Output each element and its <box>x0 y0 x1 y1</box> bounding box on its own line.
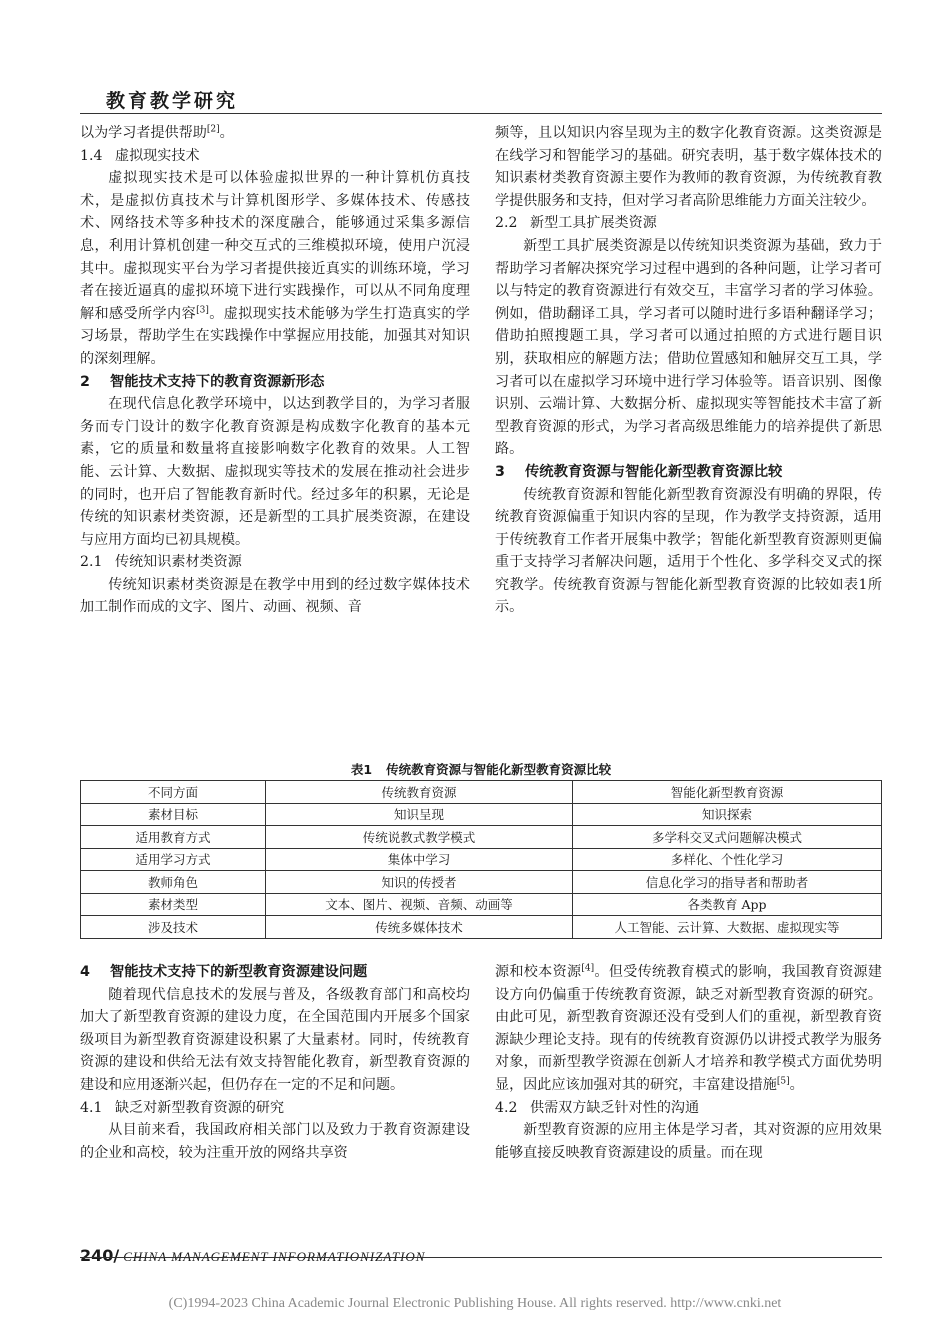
section-heading-2-1: 2.1 传统知识素材类资源 <box>80 554 242 571</box>
table-cell: 适用学习方式 <box>81 848 266 871</box>
footer-divider <box>80 1257 882 1258</box>
right-column-top <box>495 122 882 619</box>
left-column-top <box>80 122 470 619</box>
table-row <box>81 803 882 826</box>
table-row <box>81 871 882 894</box>
table-cell: 教师角色 <box>81 871 266 894</box>
paragraph: 传统知识素材类资源是在教学中用到的经过数字媒体技术加工制作而成的文字、图片、动画、视频、音 <box>80 576 470 616</box>
paragraph: 源和校本资源[4]。但受传统教育模式的影响，我国教育资源建设方向仍偏重于传统教育资源，缺乏对新型教育资源的研究。由此可见，新型教育资源还没有受到人们的重视，新型教育资源缺少理论支持。现有的传统教育资源仍以讲授式教学为服务对象，而新型教学资源在创新人才培养和教学模式方面优势明显，因此应该加强对其的研究，丰富建设措施[5]。 <box>495 963 883 1093</box>
copyright-watermark: (C)1994-2023 China Academic Journal Electronic Publishing House. All rights reserved. http://www.cnki.net <box>168 1296 782 1311</box>
right-column-bottom <box>495 961 882 1164</box>
table-cell: 各类教育 App <box>573 893 882 916</box>
paragraph: 频等，且以知识内容呈现为主的数字化教育资源。这类资源是在线学习和智能学习的基础。研究表明，基于数字媒体技术的知识素材类教育资源主要作为教师的教育资源，为传统教育教学提供服务和支持，但对学习者高阶思维能力方面关注较少。 <box>495 125 882 209</box>
paragraph: 在现代信息化教学环境中，以达到教学目的，为学习者服务而专门设计的数字化教育资源是构成数字化教育的基本元素，它的质量和数量将直接影响数字化教育的效果。人工智能、云计算、大数据、虚拟现实等技术的发展在推动社会进步的同时，也开启了智能教育新时代。经过多年的积累，无论是传统的知识素材类资源，还是新型的工具扩展类资源，在建设与应用方面均已初具规模。 <box>80 396 470 548</box>
citation-ref[interactable]: [4] <box>581 963 595 974</box>
journal-name: CHINA MANAGEMENT INFORMATIONIZATION <box>123 1249 426 1264</box>
table-cell: 传统多媒体技术 <box>266 916 573 939</box>
left-column-bottom <box>80 961 470 1164</box>
section-heading-3: 3 传统教育资源与智能化新型教育资源比较 <box>495 463 783 480</box>
page-number: 240 <box>80 1246 114 1265</box>
table-header-cell: 智能化新型教育资源 <box>573 781 882 804</box>
journal-section-title: 教育教学研究 <box>106 90 239 112</box>
table-cell: 多样化、个性化学习 <box>573 848 882 871</box>
section-heading-1-4: 1.4 虚拟现实技术 <box>80 147 200 164</box>
table-row <box>81 893 882 916</box>
paragraph: 从目前来看，我国政府相关部门以及致力于教育资源建设的企业和高校，较为注重开放的网络共享资 <box>80 1122 470 1161</box>
comparison-table <box>80 780 882 939</box>
table-caption <box>80 760 882 778</box>
table-row <box>81 848 882 871</box>
table-header-cell: 不同方面 <box>81 781 266 804</box>
paragraph: 虚拟现实技术是可以体验虚拟世界的一种计算机仿真技术，是虚拟仿真技术与计算机图形学、多媒体技术、传感技术、网络技术等多种技术的深度融合，能够通过采集多源信息，利用计算机创建一种交互式的三维模拟环境，使用户沉浸其中。虚拟现实平台为学习者提供接近真实的训练环境，学习者在接近逼真的虚拟环境下进行实践操作，可以从不同角度理解和感受所学内容[3]。虚拟现实技术能够为学生打造真实的学习场景，帮助学生在实践操作中掌握应用技能，加强其对知识的深刻理解。 <box>80 170 470 367</box>
table-header-cell: 传统教育资源 <box>266 781 573 804</box>
table-cell: 素材类型 <box>81 893 266 916</box>
citation-ref[interactable]: [2] <box>206 124 220 135</box>
table-row <box>81 916 882 939</box>
paragraph: 以为学习者提供帮助[2]。 <box>80 124 234 141</box>
table-cell: 集体中学习 <box>266 848 573 871</box>
footer-separator: / <box>113 1246 120 1265</box>
table-cell: 文本、图片、视频、音频、动画等 <box>266 893 573 916</box>
section-heading-2: 2 智能技术支持下的教育资源新形态 <box>80 373 325 390</box>
table-header-row <box>81 781 882 804</box>
paragraph: 随着现代信息技术的发展与普及，各级教育部门和高校均加大了新型教育资源的建设力度，在全国范围内开展多个国家级项目为新型教育资源建设积累了大量素材。同时，传统教育资源的建设和供给无法有效支持智能化教育，新型教育资源的建设和应用逐渐兴起，但仍存在一定的不足和问题。 <box>80 986 470 1093</box>
paragraph: 传统教育资源和智能化新型教育资源没有明确的界限，传统教育资源偏重于知识内容的呈现，作为教学支持资源，适用于传统教育工作者开展集中教学；智能化新型教育资源则更偏重于支持学习者解决问题，适用于个性化、多学科交叉式的探究教学。传统教育资源与智能化新型教育资源的比较如表1所示。 <box>495 486 882 616</box>
citation-ref[interactable]: [3] <box>196 305 209 316</box>
table-cell: 人工智能、云计算、大数据、虚拟现实等 <box>573 916 882 939</box>
paragraph: 新型教育资源的应用主体是学习者，其对资源的应用效果能够直接反映教育资源建设的质量。而在现 <box>495 1122 882 1161</box>
table-cell: 多学科交叉式问题解决模式 <box>573 826 882 849</box>
table-cell: 素材目标 <box>81 803 266 826</box>
table-cell: 知识呈现 <box>266 803 573 826</box>
table-cell: 知识探索 <box>573 803 882 826</box>
section-heading-4-1: 4.1 缺乏对新型教育资源的研究 <box>80 1099 285 1116</box>
section-heading-4-2: 4.2 供需双方缺乏针对性的沟通 <box>495 1099 700 1116</box>
table-cell: 信息化学习的指导者和帮助者 <box>573 871 882 894</box>
table-title: 传统教育资源与智能化新型教育资源比较 <box>386 762 612 777</box>
paragraph: 新型工具扩展类资源是以传统知识类资源为基础，致力于帮助学习者解决探究学习过程中遇到的各种问题，让学习者可以与特定的教育资源进行有效交互，丰富学习者的学习体验。例如，借助翻译工具，学习者可以随时进行多语种翻译学习；借助拍照搜题工具，学习者可以通过拍照的方式进行题目识别，获取相应的解题方法；借助位置感知和触屏交互工具，学习者可以在虚拟学习环境中进行学习体验等。语音识别、图像识别、云端计算、大数据分析、虚拟现实等智能技术丰富了新型教育资源的形式，为学习者高级思维能力的培养提供了新思路。 <box>495 237 882 458</box>
section-heading-4: 4 智能技术支持下的新型教育资源建设问题 <box>80 964 368 980</box>
section-heading-2-2: 2.2 新型工具扩展类资源 <box>495 215 657 232</box>
table-cell: 涉及技术 <box>81 916 266 939</box>
table-cell: 适用教育方式 <box>81 826 266 849</box>
header-divider <box>80 113 882 114</box>
table-cell: 知识的传授者 <box>266 871 573 894</box>
table-cell: 传统说教式教学模式 <box>266 826 573 849</box>
table-number: 表1 <box>350 762 373 777</box>
table-row <box>81 826 882 849</box>
citation-ref[interactable]: [5] <box>776 1076 790 1087</box>
